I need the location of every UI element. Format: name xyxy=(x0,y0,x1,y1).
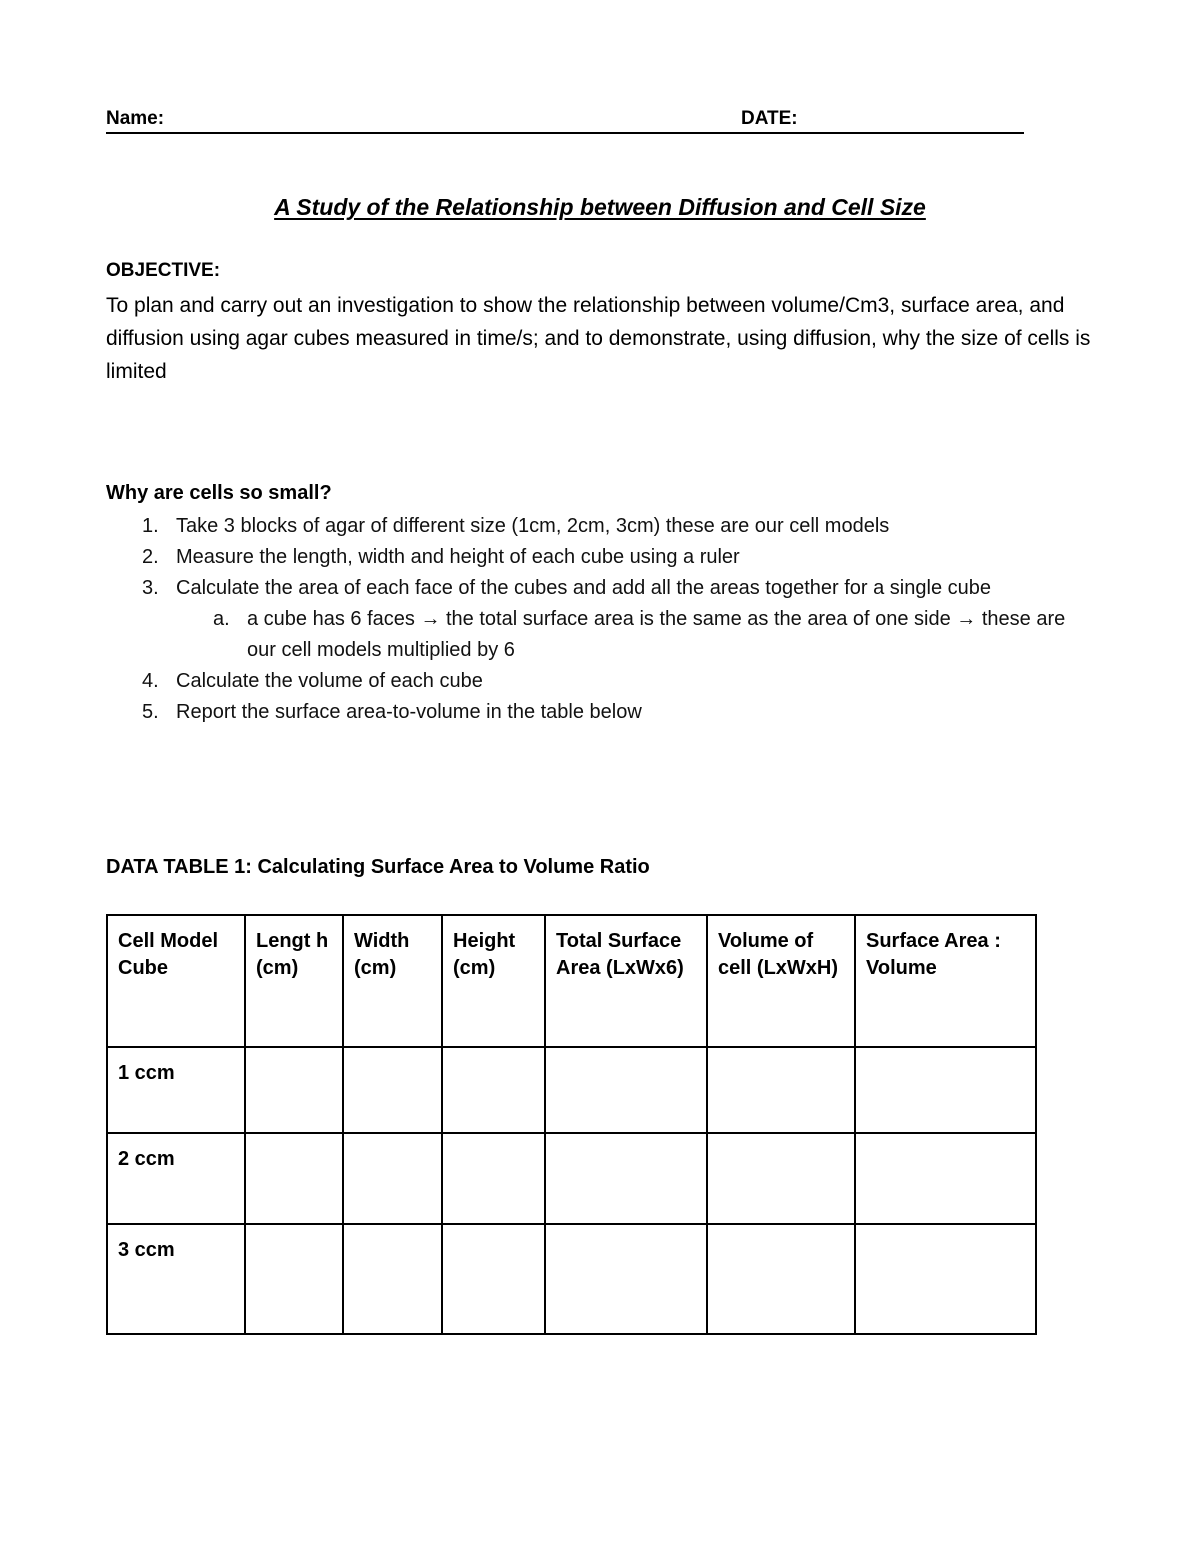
table-cell xyxy=(855,1224,1036,1334)
name-date-line xyxy=(106,106,1024,134)
step-number: 1. xyxy=(142,515,159,537)
data-table-heading: DATA TABLE 1: Calculating Surface Area to Volume Ratio xyxy=(106,856,650,878)
table-cell xyxy=(545,1047,707,1133)
table-cell xyxy=(343,1047,442,1133)
objective-heading: OBJECTIVE: xyxy=(106,260,221,281)
column-header: Height (cm) xyxy=(442,915,545,1047)
column-header: Total Surface Area (LxWx6) xyxy=(545,915,707,1047)
table-cell xyxy=(545,1224,707,1334)
column-header: Width (cm) xyxy=(343,915,442,1047)
substep-item xyxy=(106,604,1096,666)
step-text: Calculate the volume of each cube xyxy=(176,670,483,692)
why-heading: Why are cells so small? xyxy=(106,482,332,504)
table-cell xyxy=(343,1224,442,1334)
name-label: Name: xyxy=(106,108,165,129)
table-cell: 1 ccm xyxy=(107,1047,245,1133)
table-cell xyxy=(442,1224,545,1334)
table-cell xyxy=(245,1224,343,1334)
table-cell: 2 ccm xyxy=(107,1133,245,1224)
substep-text: a cube has 6 faces → the total surface area is the same as the area of one side → these are our cell models multiplied by 6 xyxy=(247,608,1066,661)
column-header: Surface Area : Volume xyxy=(855,915,1036,1047)
objective-text: To plan and carry out an investigation to show the relationship between volume/Cm3, surface area, and diffusion using agar cubes measured in time/s; and to demonstrate, using diffusion, why the size of cells is limited xyxy=(106,294,1091,383)
steps-list xyxy=(106,511,1096,728)
table-row xyxy=(107,1133,1036,1224)
step-item xyxy=(106,573,1096,604)
step-item xyxy=(106,511,1096,542)
table-cell xyxy=(707,1133,855,1224)
column-header: Lengt h (cm) xyxy=(245,915,343,1047)
table-cell xyxy=(343,1133,442,1224)
step-item xyxy=(106,666,1096,697)
step-number: 2. xyxy=(142,546,159,568)
table-cell xyxy=(545,1133,707,1224)
table-cell xyxy=(707,1047,855,1133)
table-cell xyxy=(855,1133,1036,1224)
step-item xyxy=(106,542,1096,573)
table-cell xyxy=(707,1224,855,1334)
date-label: DATE: xyxy=(741,108,798,129)
step-item xyxy=(106,697,1096,728)
step-text: Report the surface area-to-volume in the table below xyxy=(176,701,642,723)
table-cell: 3 ccm xyxy=(107,1224,245,1334)
step-text: Measure the length, width and height of each cube using a ruler xyxy=(176,546,740,568)
data-table xyxy=(106,914,1037,1335)
column-header: Volume of cell (LxWxH) xyxy=(707,915,855,1047)
page-title: A Study of the Relationship between Diffusion and Cell Size xyxy=(274,194,926,220)
column-header: Cell Model Cube xyxy=(107,915,245,1047)
table-cell xyxy=(245,1133,343,1224)
table-cell xyxy=(442,1047,545,1133)
step-text: Calculate the area of each face of the cubes and add all the areas together for a single cube xyxy=(176,577,991,599)
table-row xyxy=(107,1047,1036,1133)
table-header-row xyxy=(107,915,1036,1047)
step-number: 5. xyxy=(142,701,159,723)
table-row xyxy=(107,1224,1036,1334)
substep-letter: a. xyxy=(213,608,230,630)
step-number: 3. xyxy=(142,577,159,599)
step-number: 4. xyxy=(142,670,159,692)
table-cell xyxy=(442,1133,545,1224)
step-text: Take 3 blocks of agar of different size (1cm, 2cm, 3cm) these are our cell models xyxy=(176,515,890,537)
table-cell xyxy=(855,1047,1036,1133)
table-cell xyxy=(245,1047,343,1133)
